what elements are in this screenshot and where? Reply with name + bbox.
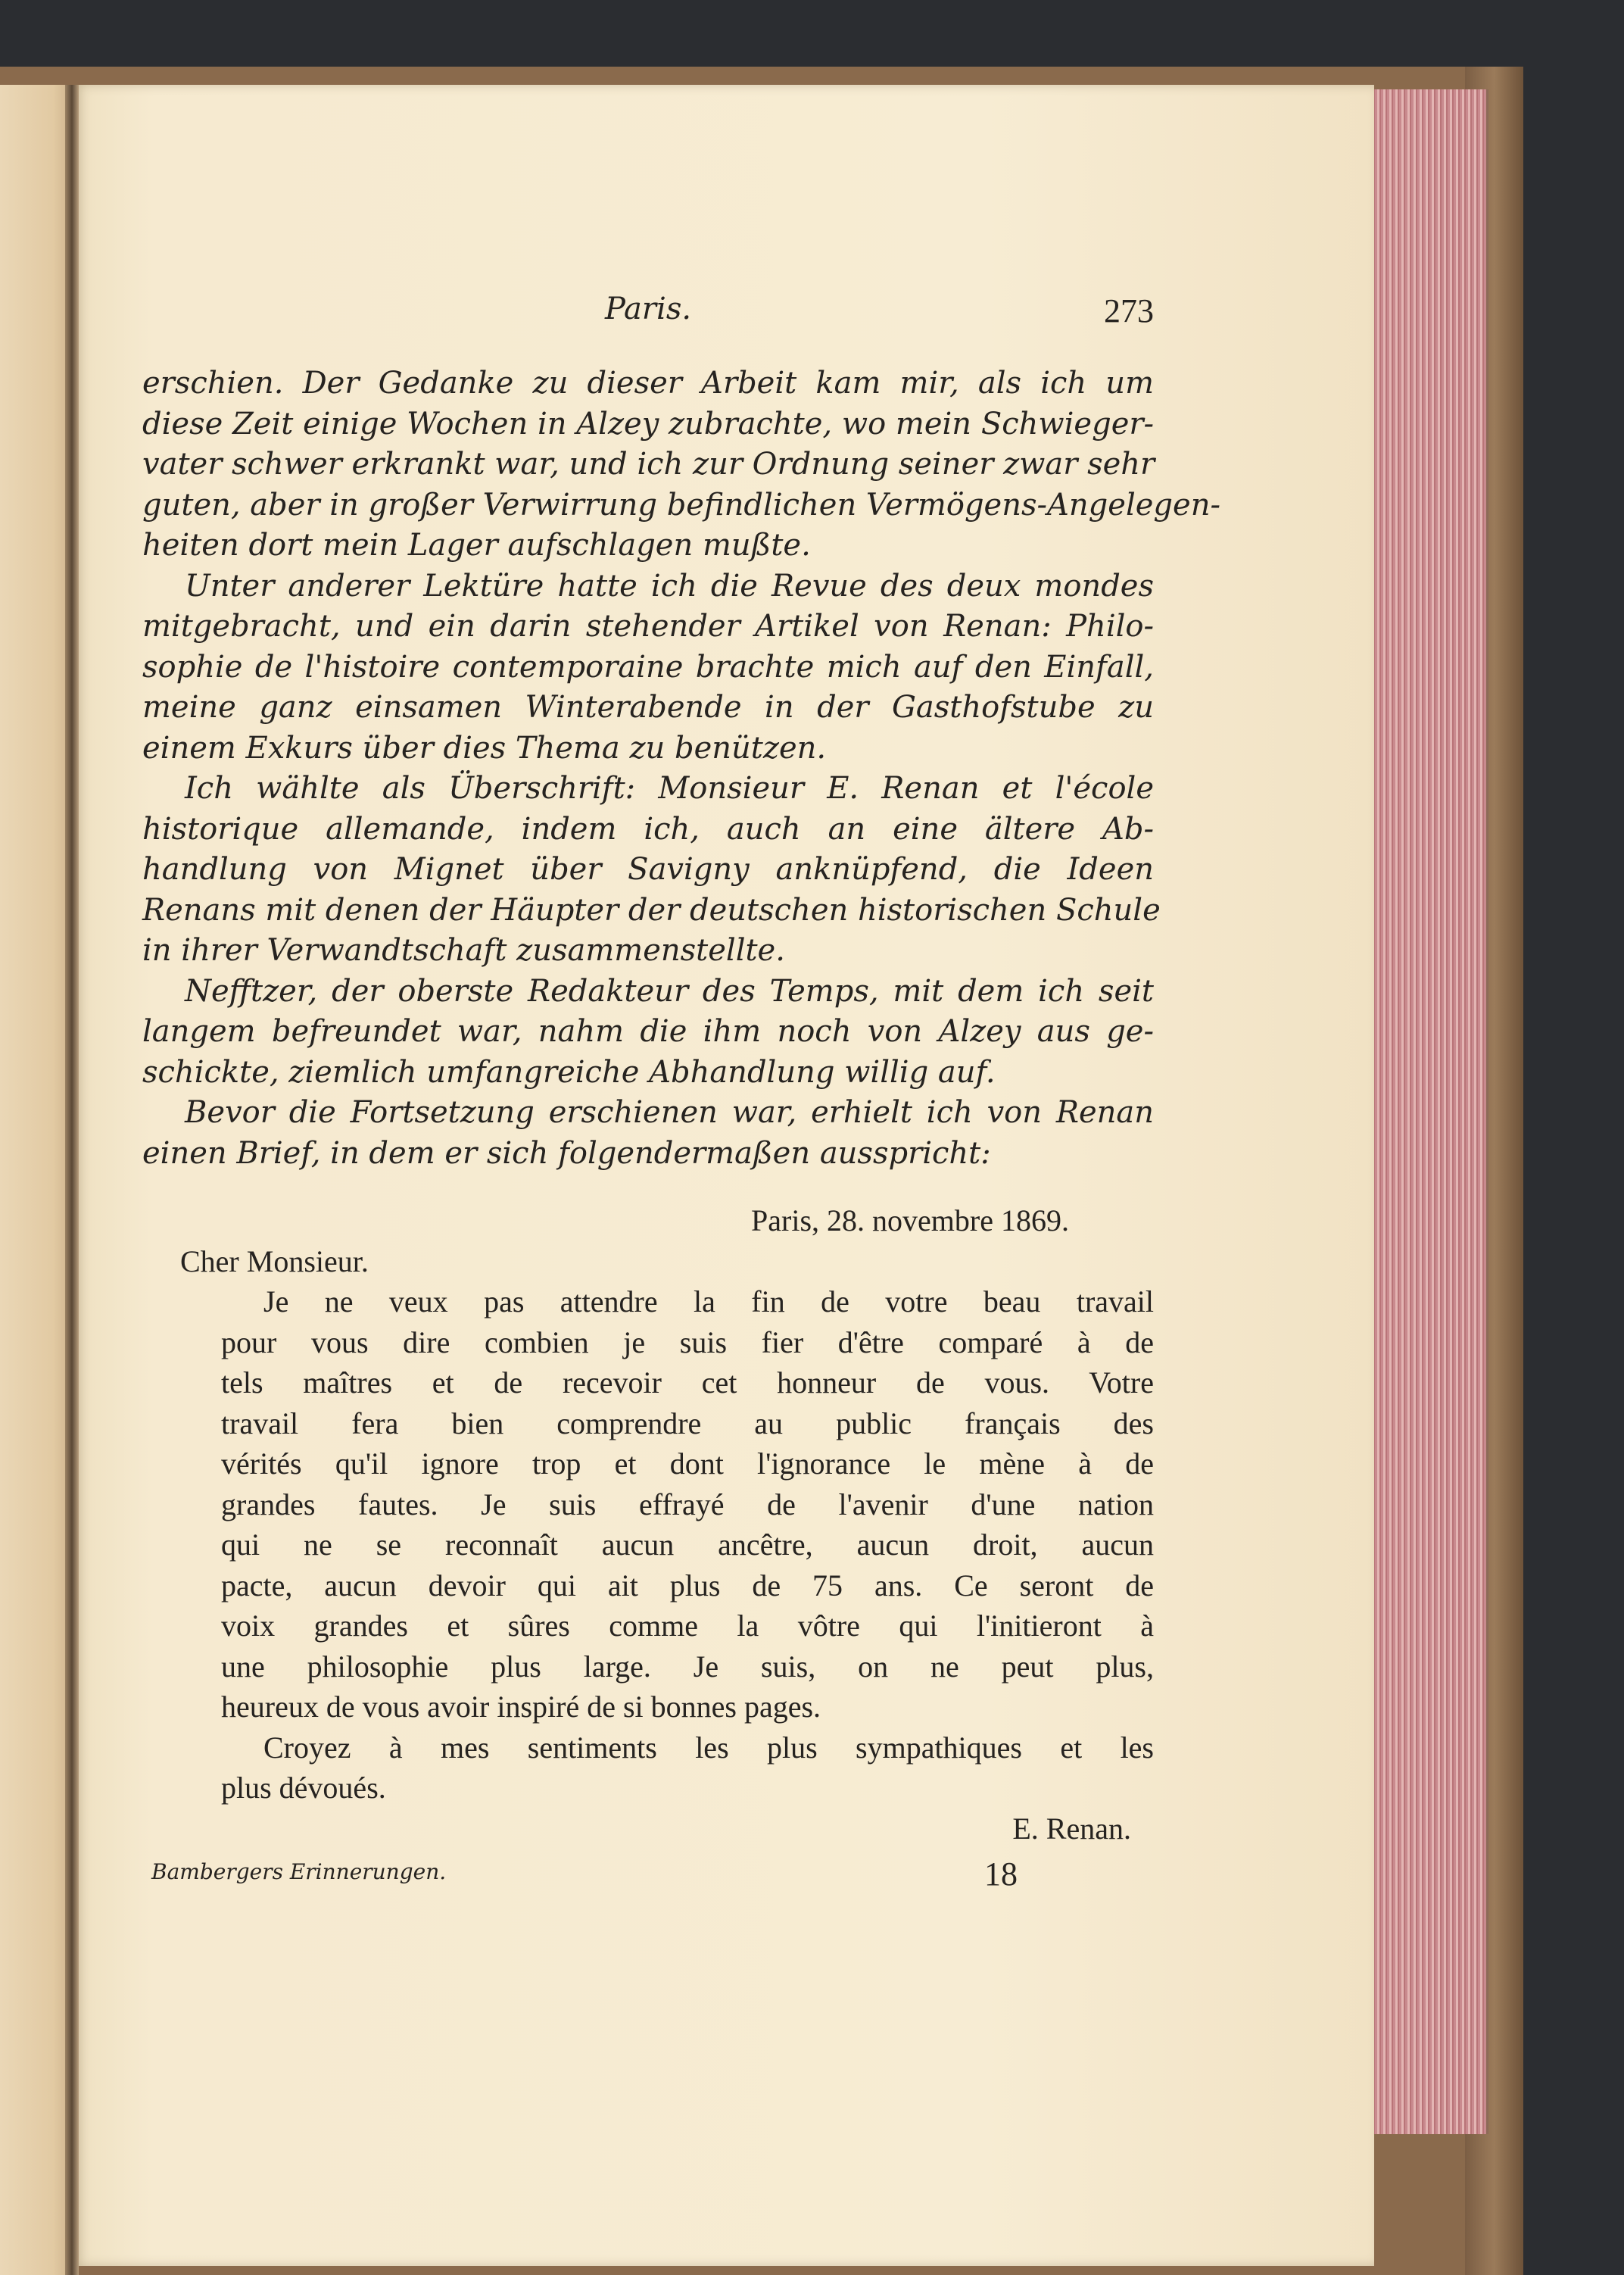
text-line: plus dévoués. <box>221 1771 386 1805</box>
text-line: handlung von Mignet über Savigny anknüpfend, die Ideen <box>142 852 1154 887</box>
text-line: pacte, aucun devoir qui ait plus de 75 ans. Ce seront de <box>221 1568 1154 1602</box>
text-line: langem befreundet war, nahm die ihm noch von Alzey aus ge- <box>142 1014 1154 1049</box>
letter-dateline: Paris, 28. novembre 1869. <box>751 1203 1069 1237</box>
text-line: Bevor die Fortsetzung erschienen war, erhielt ich von Renan <box>185 1095 1154 1130</box>
running-title: Paris. <box>604 292 692 326</box>
sheet-number: 18 <box>984 1855 1018 1893</box>
text-line: meine ganz einsamen Winterabende in der Gasthofstube zu <box>142 690 1154 725</box>
page-number: 273 <box>1104 292 1154 329</box>
text-line: vérités qu'il ignore trop et dont l'ignorance le mène à de <box>221 1446 1154 1481</box>
text-line: schickte, ziemlich umfangreiche Abhandlung willig auf. <box>142 1054 996 1090</box>
text-line: mitgebracht, und ein darin stehender Artikel von Renan: Philo- <box>142 609 1154 644</box>
previous-page-edge <box>0 85 76 2275</box>
text-line: Renans mit denen der Häupter der deutschen historischen Schule <box>142 892 1161 928</box>
text-line: Unter anderer Lektüre hatte ich die Revue des deux mondes <box>185 568 1154 604</box>
text-line: heureux de vous avoir inspiré de si bonnes pages. <box>221 1690 821 1724</box>
text-line: einem Exkurs über dies Thema zu benützen. <box>142 730 827 766</box>
text-line: une philosophie plus large. Je suis, on ne peut plus, <box>221 1649 1154 1684</box>
text-line: voix grandes et sûres comme la vôtre qui l'initieront à <box>221 1609 1154 1643</box>
text-line: guten, aber in großer Verwirrung befindlichen Vermögens-Angelegen- <box>142 487 1220 523</box>
text-line: Ich wählte als Überschrift: Monsieur E. Renan et l'école <box>185 771 1154 806</box>
text-line: historique allemande, indem ich, auch an eine ältere Ab- <box>142 811 1154 847</box>
running-header <box>142 292 1154 334</box>
page-block-edges <box>1369 89 1488 2134</box>
signature-mark: Bambergers Erinnerungen. <box>151 1859 447 1884</box>
text-line: Croyez à mes sentiments les plus sympathiques et les <box>263 1730 1154 1765</box>
text-line: pour vous dire combien je suis fier d'être comparé à de <box>221 1325 1154 1359</box>
text-line: sophie de l'histoire contemporaine brachte mich auf den Einfall, <box>142 649 1154 685</box>
letter-body <box>221 1281 1154 1808</box>
text-line: tels maîtres et de recevoir cet honneur de vous. Votre <box>221 1365 1154 1400</box>
text-line: heiten dort mein Lager aufschlagen mußte. <box>142 528 811 563</box>
letter-salutation: Cher Monsieur. <box>180 1244 369 1278</box>
text-line: einen Brief, in dem er sich folgendermaßen ausspricht: <box>142 1135 991 1171</box>
body-text <box>142 364 1220 1174</box>
book-gutter <box>65 85 79 2275</box>
text-line: Nefftzer, der oberste Redakteur des Temps, mit dem ich seit <box>185 973 1154 1009</box>
text-line: diese Zeit einige Wochen in Alzey zubrachte, wo mein Schwieger- <box>142 406 1154 442</box>
text-line: Je ne veux pas attendre la fin de votre beau travail <box>263 1284 1154 1319</box>
text-line: vater schwer erkrankt war, und ich zur Ordnung seiner zwar sehr <box>142 447 1155 482</box>
text-line: grandes fautes. Je suis effrayé de l'avenir d'une nation <box>221 1487 1154 1521</box>
text-line: qui ne se reconnaît aucun ancêtre, aucun droit, aucun <box>221 1528 1154 1562</box>
text-line: erschien. Der Gedanke zu dieser Arbeit kam mir, als ich um <box>142 366 1154 401</box>
text-line: travail fera bien comprendre au public français des <box>221 1406 1154 1440</box>
text-line: in ihrer Verwandtschaft zusammenstellte. <box>142 933 785 968</box>
quoted-letter <box>180 1200 1154 1849</box>
letter-signature: E. Renan. <box>1012 1811 1131 1846</box>
